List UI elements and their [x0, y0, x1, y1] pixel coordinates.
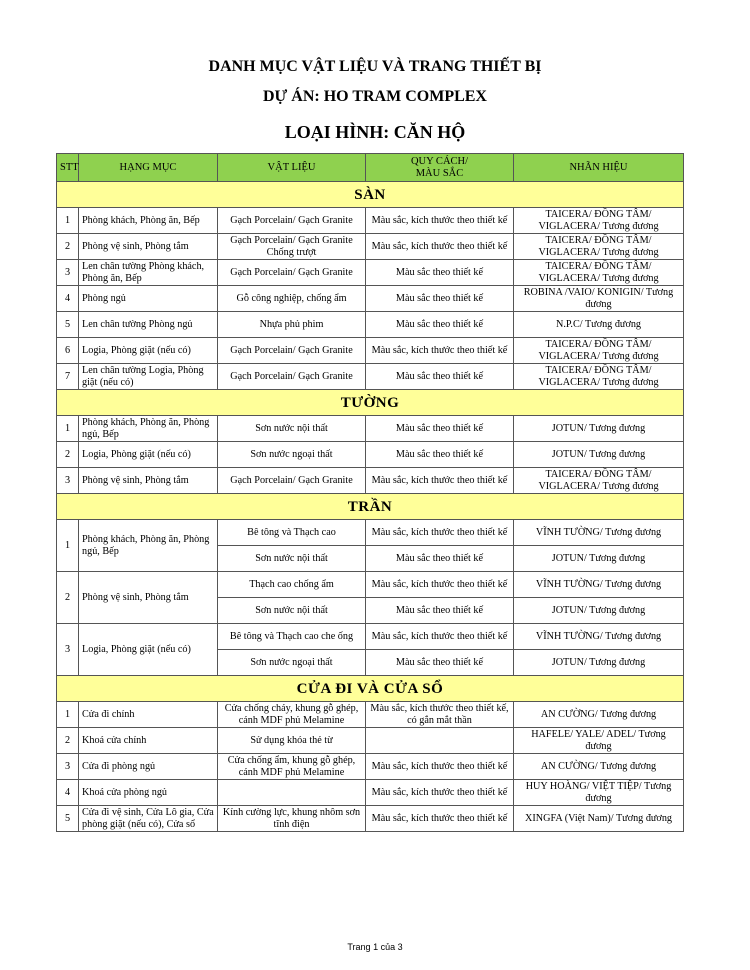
cell-quy-cach — [366, 728, 514, 754]
cell-stt: 1 — [57, 702, 79, 728]
table-row — [57, 312, 684, 338]
table-row — [57, 364, 684, 390]
cell-vat-lieu: Bê tông và Thạch cao — [218, 520, 366, 546]
cell-quy-cach: Màu sắc, kích thước theo thiết kế — [366, 234, 514, 260]
section-cua: CỬA ĐI VÀ CỬA SỔ — [57, 676, 684, 702]
cell-quy-cach: Màu sắc, kích thước theo thiết kế — [366, 806, 514, 832]
cell-quy-cach: Màu sắc, kích thước theo thiết kế, có gắn mắt thần — [366, 702, 514, 728]
cell-quy-cach: Màu sắc theo thiết kế — [366, 598, 514, 624]
cell-nhan-hieu: HUY HOÀNG/ VIỆT TIỆP/ Tương đương — [514, 780, 684, 806]
cell-hang-muc: Phòng khách, Phòng ăn, Phòng ngủ, Bếp — [79, 416, 218, 442]
cell-vat-lieu: Gạch Porcelain/ Gạch Granite — [218, 338, 366, 364]
cell-hang-muc: Cửa đi phòng ngủ — [79, 754, 218, 780]
cell-hang-muc: Phòng khách, Phòng ăn, Phòng ngủ, Bếp — [79, 520, 218, 572]
cell-vat-lieu: Gạch Porcelain/ Gạch Granite — [218, 260, 366, 286]
cell-stt: 1 — [57, 416, 79, 442]
cell-vat-lieu — [218, 780, 366, 806]
cell-hang-muc: Logia, Phòng giặt (nếu có) — [79, 442, 218, 468]
cell-nhan-hieu: TAICERA/ ĐỒNG TÂM/ VIGLACERA/ Tương đương — [514, 364, 684, 390]
cell-quy-cach: Màu sắc theo thiết kế — [366, 260, 514, 286]
cell-vat-lieu: Sơn nước nội thất — [218, 598, 366, 624]
cell-quy-cach: Màu sắc, kích thước theo thiết kế — [366, 572, 514, 598]
cell-stt: 3 — [57, 468, 79, 494]
cell-nhan-hieu: AN CƯỜNG/ Tương đương — [514, 754, 684, 780]
cell-nhan-hieu: ROBINA /VAIO/ KONIGIN/ Tương đương — [514, 286, 684, 312]
cell-hang-muc: Logia, Phòng giặt (nếu có) — [79, 338, 218, 364]
table-row — [57, 624, 684, 650]
table-row — [57, 234, 684, 260]
cell-quy-cach: Màu sắc theo thiết kế — [366, 650, 514, 676]
cell-stt: 7 — [57, 364, 79, 390]
cell-vat-lieu: Gạch Porcelain/ Gạch Granite — [218, 364, 366, 390]
cell-nhan-hieu: TAICERA/ ĐỒNG TÂM/ VIGLACERA/ Tương đương — [514, 338, 684, 364]
cell-hang-muc: Len chân tường Logia, Phòng giặt (nếu có) — [79, 364, 218, 390]
cell-vat-lieu: Sơn nước ngoại thất — [218, 650, 366, 676]
header-hang-muc: HẠNG MỤC — [79, 154, 218, 182]
cell-quy-cach: Màu sắc theo thiết kế — [366, 364, 514, 390]
cell-quy-cach: Màu sắc theo thiết kế — [366, 416, 514, 442]
cell-vat-lieu: Gỗ công nghiệp, chống ẩm — [218, 286, 366, 312]
section-row — [57, 494, 684, 520]
section-tuong: TƯỜNG — [57, 390, 684, 416]
cell-stt: 1 — [57, 208, 79, 234]
cell-quy-cach: Màu sắc, kích thước theo thiết kế — [366, 468, 514, 494]
cell-hang-muc: Phòng vệ sinh, Phòng tắm — [79, 468, 218, 494]
cell-hang-muc: Cửa đi vệ sinh, Cửa Lô gia, Cửa phòng giặt (nếu có), Cửa sổ — [79, 806, 218, 832]
header-row — [57, 154, 684, 182]
cell-stt: 4 — [57, 780, 79, 806]
cell-nhan-hieu: VĨNH TƯỜNG/ Tương đương — [514, 624, 684, 650]
cell-quy-cach: Màu sắc, kích thước theo thiết kế — [366, 624, 514, 650]
cell-nhan-hieu: TAICERA/ ĐỒNG TÂM/ VIGLACERA/ Tương đương — [514, 208, 684, 234]
header-stt: STT — [57, 154, 79, 182]
cell-vat-lieu: Cửa chống ẩm, khung gỗ ghép, cánh MDF phủ Melamine — [218, 754, 366, 780]
cell-stt: 5 — [57, 806, 79, 832]
project-title: DỰ ÁN: HO TRAM COMPLEX — [263, 88, 487, 105]
header-nhan-hieu: NHÃN HIỆU — [514, 154, 684, 182]
cell-vat-lieu: Cửa chống cháy, khung gỗ ghép, cánh MDF phủ Melamine — [218, 702, 366, 728]
table-row — [57, 520, 684, 546]
cell-quy-cach: Màu sắc, kích thước theo thiết kế — [366, 338, 514, 364]
cell-nhan-hieu: JOTUN/ Tương đương — [514, 598, 684, 624]
cell-quy-cach: Màu sắc theo thiết kế — [366, 546, 514, 572]
cell-hang-muc: Khoá cửa chính — [79, 728, 218, 754]
cell-nhan-hieu: N.P.C/ Tương đương — [514, 312, 684, 338]
cell-vat-lieu: Sơn nước nội thất — [218, 416, 366, 442]
cell-stt: 4 — [57, 286, 79, 312]
table-row — [57, 806, 684, 832]
cell-nhan-hieu: TAICERA/ ĐỒNG TÂM/ VIGLACERA/ Tương đương — [514, 260, 684, 286]
table-row — [57, 260, 684, 286]
cell-stt: 2 — [57, 572, 79, 624]
materials-table — [56, 153, 684, 832]
cell-nhan-hieu: TAICERA/ ĐỒNG TÂM/ VIGLACERA/ Tương đương — [514, 234, 684, 260]
table-row — [57, 754, 684, 780]
cell-hang-muc: Len chân tường Phòng ngủ — [79, 312, 218, 338]
cell-quy-cach: Màu sắc theo thiết kế — [366, 442, 514, 468]
cell-hang-muc: Phòng khách, Phòng ăn, Bếp — [79, 208, 218, 234]
cell-vat-lieu: Gạch Porcelain/ Gạch Granite — [218, 468, 366, 494]
cell-stt: 3 — [57, 624, 79, 676]
cell-vat-lieu: Thạch cao chống ẩm — [218, 572, 366, 598]
cell-nhan-hieu: VĨNH TƯỜNG/ Tương đương — [514, 572, 684, 598]
section-row — [57, 390, 684, 416]
cell-hang-muc: Phòng vệ sinh, Phòng tắm — [79, 572, 218, 624]
cell-hang-muc: Phòng vệ sinh, Phòng tắm — [79, 234, 218, 260]
header-quy-cach-line1: QUY CÁCH/ — [410, 155, 469, 167]
cell-stt: 3 — [57, 260, 79, 286]
cell-nhan-hieu: JOTUN/ Tương đương — [514, 546, 684, 572]
cell-quy-cach: Màu sắc, kích thước theo thiết kế — [366, 754, 514, 780]
type-title: LOẠI HÌNH: CĂN HỘ — [284, 122, 466, 142]
cell-quy-cach: Màu sắc theo thiết kế — [366, 286, 514, 312]
cell-vat-lieu: Gạch Porcelain/ Gạch Granite Chống trượt — [218, 234, 366, 260]
cell-vat-lieu: Sơn nước nội thất — [218, 546, 366, 572]
cell-hang-muc: Khoá cửa phòng ngủ — [79, 780, 218, 806]
cell-nhan-hieu: TAICERA/ ĐỒNG TÂM/ VIGLACERA/ Tương đương — [514, 468, 684, 494]
cell-vat-lieu: Bê tông và Thạch cao che ống — [218, 624, 366, 650]
cell-vat-lieu: Gạch Porcelain/ Gạch Granite — [218, 208, 366, 234]
cell-hang-muc: Len chân tường Phòng khách, Phòng ăn, Bếp — [79, 260, 218, 286]
cell-hang-muc: Cửa đi chính — [79, 702, 218, 728]
header-quy-cach-line2: MÀU SẮC — [415, 167, 464, 179]
section-row — [57, 676, 684, 702]
table-row — [57, 286, 684, 312]
cell-nhan-hieu: VĨNH TƯỜNG/ Tương đương — [514, 520, 684, 546]
cell-vat-lieu: Kính cường lực, khung nhôm sơn tĩnh điện — [218, 806, 366, 832]
table-row — [57, 208, 684, 234]
section-san: SÀN — [57, 182, 684, 208]
cell-hang-muc: Phòng ngủ — [79, 286, 218, 312]
cell-quy-cach: Màu sắc, kích thước theo thiết kế — [366, 520, 514, 546]
table-row — [57, 572, 684, 598]
table-row — [57, 416, 684, 442]
table-row — [57, 468, 684, 494]
table-row — [57, 728, 684, 754]
cell-stt: 2 — [57, 234, 79, 260]
cell-quy-cach: Màu sắc, kích thước theo thiết kế — [366, 780, 514, 806]
cell-nhan-hieu: JOTUN/ Tương đương — [514, 442, 684, 468]
cell-stt: 6 — [57, 338, 79, 364]
cell-hang-muc: Logia, Phòng giặt (nếu có) — [79, 624, 218, 676]
table-row — [57, 702, 684, 728]
cell-stt: 5 — [57, 312, 79, 338]
cell-nhan-hieu: AN CƯỜNG/ Tương đương — [514, 702, 684, 728]
cell-vat-lieu: Sơn nước ngoại thất — [218, 442, 366, 468]
table-row — [57, 780, 684, 806]
cell-stt: 1 — [57, 520, 79, 572]
section-row — [57, 182, 684, 208]
cell-stt: 2 — [57, 442, 79, 468]
cell-nhan-hieu: XINGFA (Việt Nam)/ Tương đương — [514, 806, 684, 832]
section-tran: TRẦN — [57, 494, 684, 520]
cell-vat-lieu: Nhựa phủ phim — [218, 312, 366, 338]
header-quy-cach — [366, 154, 514, 182]
cell-quy-cach: Màu sắc, kích thước theo thiết kế — [366, 208, 514, 234]
table-row — [57, 338, 684, 364]
page-footer: Trang 1 của 3 — [347, 942, 403, 952]
cell-stt: 2 — [57, 728, 79, 754]
cell-quy-cach: Màu sắc theo thiết kế — [366, 312, 514, 338]
cell-stt: 3 — [57, 754, 79, 780]
header-vat-lieu: VẬT LIỆU — [218, 154, 366, 182]
doc-title: DANH MỤC VẬT LIỆU VÀ TRANG THIẾT BỊ — [208, 58, 542, 75]
table-row — [57, 442, 684, 468]
cell-nhan-hieu: JOTUN/ Tương đương — [514, 416, 684, 442]
cell-nhan-hieu: JOTUN/ Tương đương — [514, 650, 684, 676]
cell-nhan-hieu: HAFELE/ YALE/ ADEL/ Tương đương — [514, 728, 684, 754]
cell-vat-lieu: Sử dụng khóa thẻ từ — [218, 728, 366, 754]
